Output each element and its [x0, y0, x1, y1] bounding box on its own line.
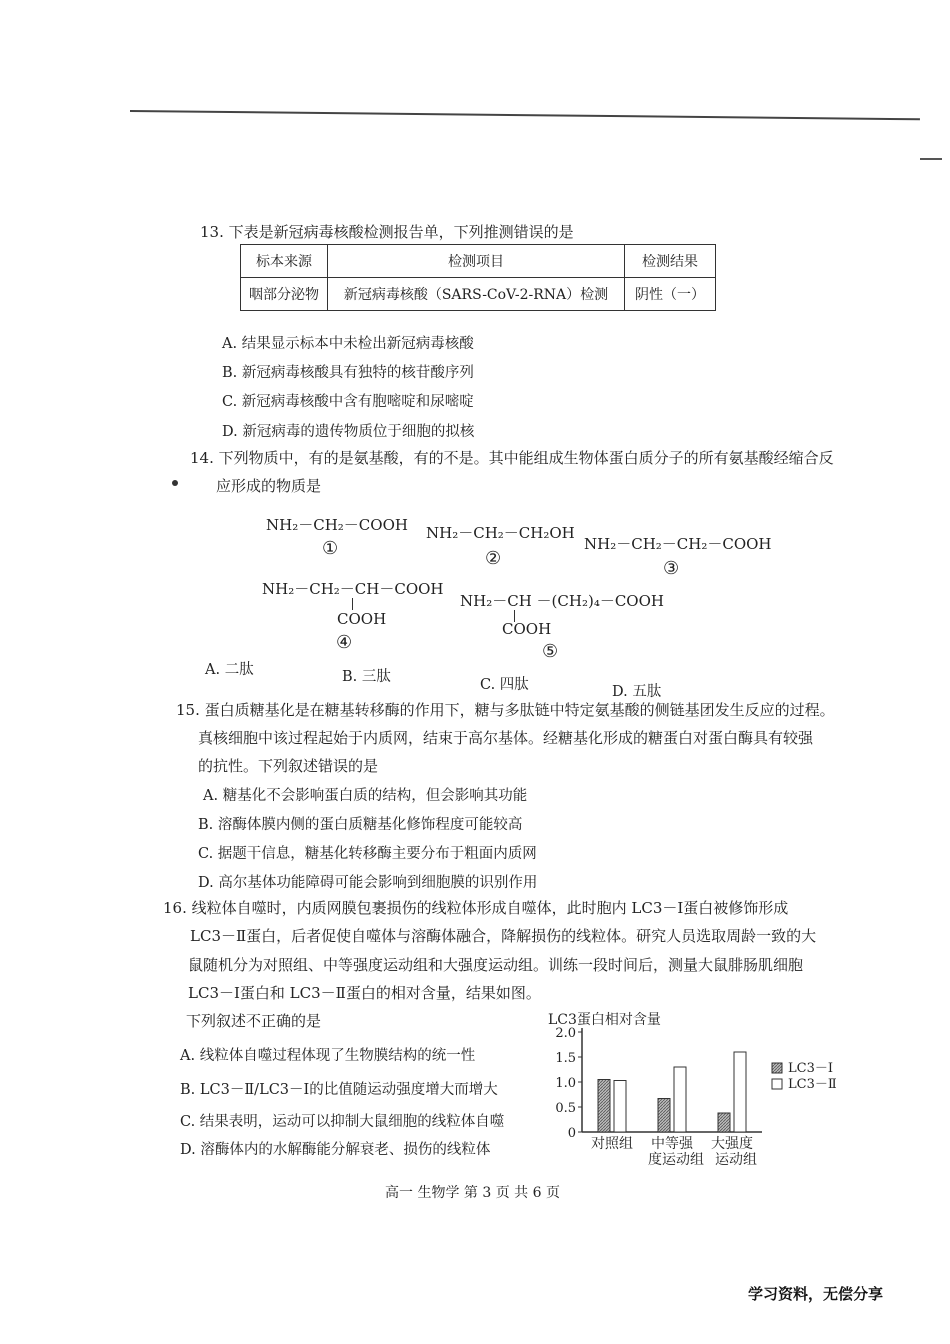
q14-option-c: C. 四肽	[480, 677, 529, 693]
molecule-4-branch: COOH	[337, 610, 387, 628]
molecule-2: NH₂－CH₂－CH₂OH	[426, 524, 575, 542]
molecule-1: NH₂－CH₂－COOH	[266, 516, 408, 534]
legend-swatch	[772, 1063, 782, 1073]
bar-lc3-i	[658, 1099, 670, 1133]
bar-lc3-ii	[614, 1081, 626, 1133]
y-tick-label: 1.5	[555, 1051, 576, 1066]
bar-lc3-i	[598, 1080, 610, 1133]
molecule-2-label: ②	[485, 548, 502, 569]
table-cell-source: 咽部分泌物	[241, 278, 328, 311]
molecule-3-label: ③	[663, 558, 680, 579]
q15-option-d: D. 高尔基体功能障碍可能会影响到细胞膜的识别作用	[198, 875, 538, 891]
report-table	[240, 244, 716, 311]
q15-stem-line2: 真核细胞中该过程起始于内质网，结束于高尔基体。经糖基化形成的糖蛋白对蛋白酶具有较强	[198, 729, 814, 747]
molecule-3: NH₂－CH₂－CH₂－COOH	[584, 535, 772, 553]
y-tick-label: 0.5	[555, 1101, 576, 1116]
page-footer: 高一 生物学 第 3 页 共 6 页	[385, 1185, 560, 1201]
y-tick-label: 0	[567, 1126, 576, 1141]
q16-option-c: C. 结果表明，运动可以抑制大鼠细胞的线粒体自噬	[180, 1114, 505, 1130]
q14-option-b: B. 三肽	[342, 669, 391, 685]
q16-stem-line2: LC3－Ⅱ蛋白，后者促使自噬体与溶酶体融合，降解损伤的线粒体。研究人员选取周龄一致的大	[190, 927, 817, 945]
legend-label: LC3－Ⅰ	[788, 1061, 833, 1076]
q16-option-a: A. 线粒体自噬过程体现了生物膜结构的统一性	[180, 1048, 476, 1064]
x-category-label: 中等强	[651, 1136, 693, 1152]
q14-stem-line2: 应形成的物质是	[216, 477, 322, 495]
legend-swatch	[772, 1079, 782, 1089]
molecule-4-label: ④	[336, 632, 353, 653]
q15-option-c: C. 据题干信息，糖基化转移酶主要分布于粗面内质网	[198, 846, 537, 862]
q13-stem: 13. 下表是新冠病毒核酸检测报告单，下列推测错误的是	[200, 223, 574, 241]
bar-lc3-ii	[674, 1067, 686, 1132]
q15-stem-line1: 15. 蛋白质糖基化是在糖基转移酶的作用下，糖与多肽链中特定氨基酸的侧链基团发生反应的过程。	[176, 701, 835, 719]
chart-title: LC3蛋白相对含量	[548, 1012, 661, 1028]
table-cell-result: 阴性（一）	[625, 278, 716, 311]
molecule-1-label: ①	[322, 538, 339, 559]
molecule-5-label: ⑤	[542, 641, 559, 662]
q16-stem-line4: LC3－Ⅰ蛋白和 LC3－Ⅱ蛋白的相对含量，结果如图。	[188, 984, 541, 1002]
q15-option-b: B. 溶酶体膜内侧的蛋白质糖基化修饰程度可能较高	[198, 817, 523, 833]
q14-option-a: A. 二肽	[205, 662, 254, 678]
x-category-label: 运动组	[715, 1152, 757, 1168]
bar-lc3-i	[718, 1113, 730, 1132]
table-header-source: 标本来源	[241, 245, 328, 278]
q13-option-b: B. 新冠病毒核酸具有独特的核苷酸序列	[222, 365, 474, 381]
molecule-5-branch: COOH	[502, 620, 552, 638]
bar-lc3-ii	[734, 1052, 746, 1132]
header-rule	[130, 110, 920, 120]
x-category-label: 大强度	[711, 1136, 753, 1152]
table-header-item: 检测项目	[328, 245, 625, 278]
molecule-5: NH₂－CH －(CH₂)₄－COOH	[460, 592, 664, 610]
margin-dot	[172, 480, 178, 486]
q16-stem-line3: 鼠随机分为对照组、中等强度运动组和大强度运动组。训练一段时间后，测量大鼠腓肠肌细胞	[188, 956, 804, 974]
q16-option-b: B. LC3－Ⅱ/LC3－Ⅰ的比值随运动强度增大而增大	[180, 1082, 498, 1098]
q15-stem-line3: 的抗性。下列叙述错误的是	[198, 757, 379, 775]
q13-option-a: A. 结果显示标本中未检出新冠病毒核酸	[222, 336, 474, 352]
q16-stem-line1: 16. 线粒体自噬时，内质网膜包裹损伤的线粒体形成自噬体，此时胞内 LC3－Ⅰ蛋白被修饰形成	[163, 899, 789, 917]
q15-option-a: A. 糖基化不会影响蛋白质的结构，但会影响其功能	[203, 788, 528, 804]
x-category-label: 对照组	[591, 1136, 633, 1152]
q16-option-d: D. 溶酶体内的水解酶能分解衰老、损伤的线粒体	[180, 1142, 491, 1158]
q14-option-d: D. 五肽	[612, 684, 662, 700]
share-note: 学习资料，无偿分享	[748, 1285, 884, 1303]
table-cell-item: 新冠病毒核酸（SARS-CoV-2-RNA）检测	[328, 278, 625, 311]
x-category-label: 度运动组	[648, 1152, 704, 1168]
table-header-result: 检测结果	[625, 245, 716, 278]
legend-label: LC3－Ⅱ	[788, 1077, 837, 1092]
molecule-4-bond	[352, 598, 353, 610]
q14-stem-line1: 14. 下列物质中，有的是氨基酸，有的不是。其中能组成生物体蛋白质分子的所有氨基酸经缩合反	[190, 449, 834, 467]
header-rule-end	[920, 158, 942, 160]
q13-option-d: D. 新冠病毒的遗传物质位于细胞的拟核	[222, 424, 475, 440]
y-tick-label: 1.0	[555, 1076, 576, 1091]
molecule-4: NH₂－CH₂－CH－COOH	[262, 580, 444, 598]
q16-stem-line5: 下列叙述不正确的是	[186, 1012, 322, 1030]
lc3-bar-chart	[540, 1008, 840, 1178]
q13-option-c: C. 新冠病毒核酸中含有胞嘧啶和尿嘧啶	[222, 394, 474, 410]
y-tick-label: 2.0	[555, 1026, 576, 1041]
